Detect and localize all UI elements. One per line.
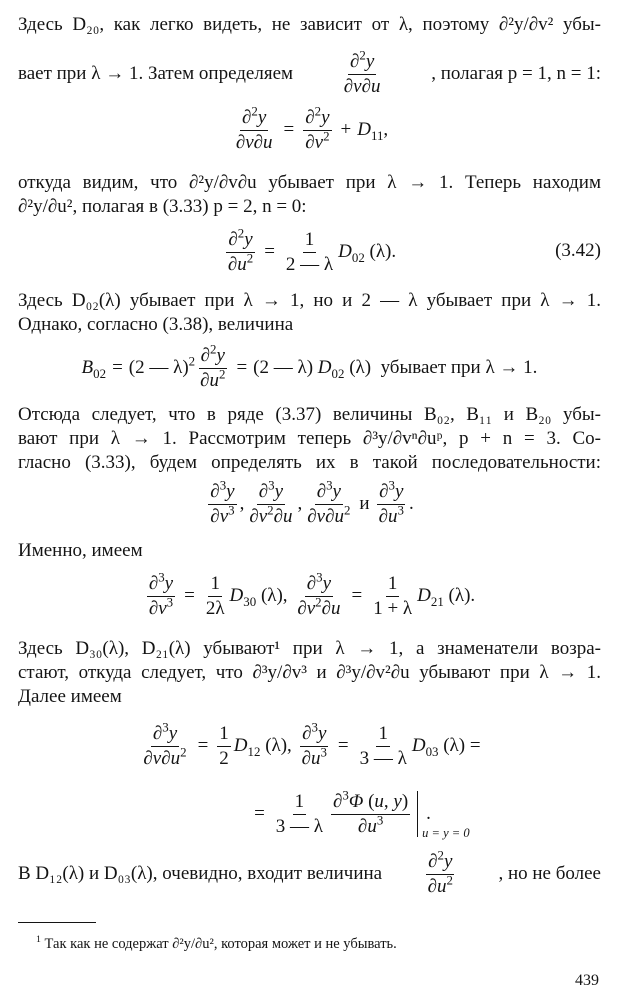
equation-number: (3.42) bbox=[555, 240, 601, 261]
text-line: Здесь D₂₀, как легко видеть, не зависит от λ, поэтому ∂²y/∂v² убы- bbox=[18, 14, 601, 35]
fraction-d2y-du2: $\frac{\partial^2y}{\partial u^2}$ bbox=[427, 847, 453, 897]
equation-d30-d21: $\frac{\partial^3y}{\partial v^3}$ = $\frac{1}{2\lambda}$ $D_{30}$ (λ), $\frac{\partial^3y}{\partial v^2\partial u}$ = $\frac{1}{1 + \lambda}$ $D_{21}$ (λ). bbox=[148, 569, 476, 619]
footnote-rule bbox=[18, 922, 96, 923]
footnote bbox=[36, 936, 397, 953]
text-fragment: , но не более bbox=[498, 863, 601, 885]
text-line: Отсюда следует, что в ряде (3.37) величины B₀₂, B₁₁ и B₂₀ убы- bbox=[18, 404, 601, 425]
footnote-marker: 1 bbox=[36, 934, 41, 946]
text-line bbox=[18, 47, 601, 97]
text-line: стают, откуда следует, что ∂³y/∂v³ и ∂³y/∂v²∂u убывают при λ → 1. bbox=[18, 662, 601, 683]
text-line: Однако, согласно (3.38), величина bbox=[18, 314, 294, 335]
text-fragment: , полагая p = 1, n = 1: bbox=[431, 63, 601, 85]
text-line: Здесь D₀₂(λ) убывает при λ → 1, но и 2 — λ убывает при λ → 1. bbox=[18, 290, 601, 311]
text-line: гласно (3.33), будем определять их в такой последовательности: bbox=[18, 452, 601, 473]
equation-mixed-derivative: $\frac{\partial^2y}{\partial v\partial u}$ = $\frac{\partial^2y}{\partial v^2}$ + $D_{11}$, bbox=[235, 103, 389, 153]
equation-text: убывает при λ → 1. bbox=[380, 357, 538, 378]
equation-phi-evaluation: = $\frac{1}{3 — \lambda}$ $\frac{\partial^3\Phi (u, y)}{\partial u^3}$ u = y = 0 . bbox=[0, 784, 619, 844]
text-line: ∂²y/∂u², полагая в (3.33) p = 2, n = 0: bbox=[18, 196, 307, 217]
text-line: откуда видим, что ∂²y/∂v∂u убывает при λ → 1. Теперь находим bbox=[18, 172, 601, 193]
text-line bbox=[18, 847, 601, 897]
text-fragment: вает при λ → 1. Затем определяем bbox=[18, 63, 294, 85]
text-line: Именно, имеем bbox=[18, 540, 143, 561]
equation-third-derivative-sequence: $\frac{\partial^3y}{\partial v^3}$ , $\frac{\partial^3y}{\partial v^2\partial u}$ , $\frac{\partial^3y}{\partial v\partial u^2}$ и $\frac{\partial^3y}{\partial u^3}$ . bbox=[210, 477, 414, 527]
text-line: Далее имеем bbox=[18, 686, 122, 707]
equation-text: и bbox=[359, 493, 370, 514]
text-line: вают при λ → 1. Рассмотрим теперь ∂³y/∂vⁿ∂uᵖ, p + n = 3. Со- bbox=[18, 428, 601, 449]
footnote-text: Так как не содержат ∂²y/∂u², которая может и не убывать. bbox=[44, 936, 397, 952]
fraction-d2y-dvdu: $\frac{\partial^2y}{\partial v\partial u}$ bbox=[343, 47, 381, 97]
equation-3-42: $\frac{\partial^2y}{\partial u^2}$ = $\frac{1}{2 — \lambda}$ $D_{02}$ (λ). (3.42) bbox=[227, 225, 601, 275]
equation-b02: $B_{02}$ = (2 — λ)$^2$ $\frac{\partial^2y}{\partial u^2}$ = (2 — λ) $D_{02}$ (λ) убывает при λ → 1. bbox=[81, 341, 538, 391]
text-line: Здесь D₃₀(λ), D₂₁(λ) убывают¹ при λ → 1, а знаменатели возра- bbox=[18, 638, 601, 659]
equation-d12-d03: $\frac{\partial^3y}{\partial v\partial u^2}$ = $\frac{1}{2}$ $D_{12}$ (λ), $\frac{\partial^3y}{\partial u^3}$ = $\frac{1}{3 — \lambda}$ $D_{03}$ (λ) = bbox=[143, 719, 481, 769]
page-number: 439 bbox=[575, 972, 599, 989]
evaluation-point: u = y = 0 bbox=[422, 826, 470, 840]
text-fragment: В D₁₂(λ) и D₀₃(λ), очевидно, входит величина bbox=[18, 863, 383, 885]
